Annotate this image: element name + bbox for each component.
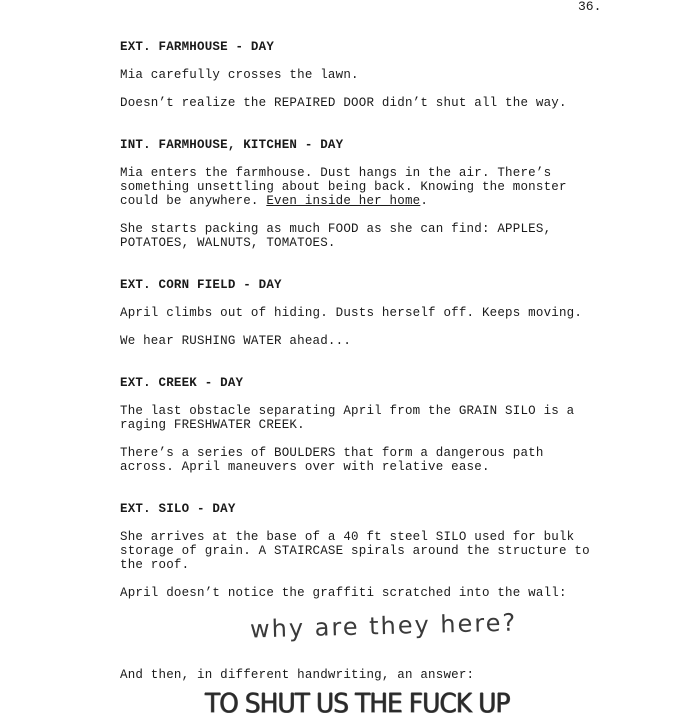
scene-heading: EXT. CORN FIELD - DAY (120, 278, 282, 292)
screenplay-body (120, 40, 630, 600)
scene-heading: EXT. CREEK - DAY (120, 376, 244, 390)
action-line: April climbs out of hiding. Dusts herself off. Keeps moving. (120, 306, 583, 320)
action-line: She starts packing as much FOOD as she can find: APPLES, (120, 222, 552, 236)
underlined-text: Even inside her home (266, 194, 421, 208)
action-line: The last obstacle separating April from the GRAIN SILO is a (120, 404, 575, 418)
action-line (120, 194, 630, 208)
action-line: storage of grain. A STAIRCASE spirals around the structure to (120, 544, 590, 558)
graffiti-question: why are they here? (249, 608, 518, 644)
action-line: something unsettling about being back. Knowing the monster (120, 180, 567, 194)
scene-heading: INT. FARMHOUSE, KITCHEN - DAY (120, 138, 344, 152)
graffiti-answer: TO SHUT US THE FUCK UP (205, 688, 510, 719)
action-line: the roof. (120, 558, 190, 572)
scene-heading: EXT. FARMHOUSE - DAY (120, 40, 275, 54)
action-line: There’s a series of BOULDERS that form a dangerous path (120, 446, 544, 460)
answer-intro: And then, in different handwriting, an answer: (120, 668, 475, 682)
action-line: She arrives at the base of a 40 ft steel SILO used for bulk (120, 530, 575, 544)
action-line: Mia enters the farmhouse. Dust hangs in the air. There’s (120, 166, 552, 180)
action-line: across. April maneuvers over with relative ease. (120, 460, 490, 474)
scene-heading: EXT. SILO - DAY (120, 502, 236, 516)
action-line: April doesn’t notice the graffiti scratched into the wall: (120, 586, 567, 600)
action-line: raging FRESHWATER CREEK. (120, 418, 305, 432)
action-line: Doesn’t realize the REPAIRED DOOR didn’t shut all the way. (120, 96, 567, 110)
action-text: could be anywhere. (120, 194, 267, 208)
action-line: Mia carefully crosses the lawn. (120, 68, 359, 82)
page-number: 36. (578, 0, 602, 14)
action-line: We hear RUSHING WATER ahead... (120, 334, 352, 348)
action-text: . (420, 194, 429, 208)
action-line: POTATOES, WALNUTS, TOMATOES. (120, 236, 336, 250)
